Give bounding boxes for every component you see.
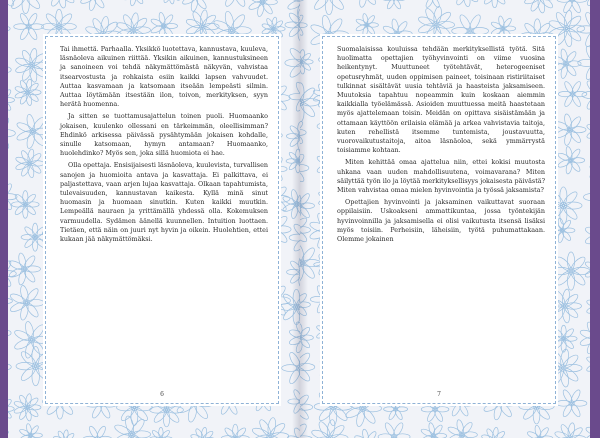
- flower-motif: [15, 149, 44, 179]
- flower-motif: [44, 0, 78, 9]
- flower-motif: [7, 0, 45, 14]
- flower-motif: [554, 422, 586, 438]
- flower-motif: [11, 191, 39, 219]
- flower-motif: [248, 0, 278, 17]
- text-frame: [45, 36, 279, 404]
- right-page: [300, 0, 600, 438]
- flower-motif: [554, 113, 586, 146]
- text-frame: [322, 36, 556, 404]
- page-edge: [590, 0, 600, 438]
- paragraph: Tai ihmettä. Parhaalla. Yksikkö luotettava, kannustava, kuuleva, läsnäoleva aikuinen riittää. Yksikin aikuinen, kannustuksineen ja sanoineen voi tehdä näkymättömästä näkyvän, vahvistaa itsearvostusta ja rohkaista esiin kaikki lapsen vahvuudet. Auttaa kasvamaan ja katsomaan itseään lempeästi silmin. Auttaa löytämään itsestään ilon, toivon, merkityksen, syyn herätä huomenna.: [60, 45, 268, 109]
- paragraph: Opettajien hyvinvointi ja jaksaminen vaikuttavat suoraan oppilaisiin. Uskoakseni ammattikuntaa, jossa työntekijän hyvinvoinnilla ja jaksamisella ei olisi vaikutusta itsensä lisäksi myös toisiin. Perheisiin, läheisiin, työtä puhumattakaan. Olemme jokainen: [337, 198, 545, 244]
- flower-motif: [83, 425, 112, 438]
- flower-motif: [382, 0, 406, 10]
- flower-motif: [13, 393, 41, 421]
- flower-motif: [149, 427, 172, 438]
- flower-motif: [221, 424, 249, 438]
- flower-motif: [9, 285, 44, 321]
- body-text: [323, 37, 555, 244]
- paragraph: Olla opettaja. Ensisijaisesti läsnäoleva, kuulevista, turvallisen sanojen ja huomioita antava ja kasvattaja. Ei palkittava, ei paljastettava, vaan arjen lujaa kasvattaja. Olkaan tapahtumista, tulevaisuuden, kannustavan kaikesta. Kyllä minä sinut huomasin ja huomaan sinutkin. Kuten kaikki muutkin. Lempeällä nauraen ja yrittämällä yhdessä olla. Kokemuksen varmuudella. Sydämen äänellä kuunnellen. Intuition luottaen. Tietäen, että näin on juuri nyt hyvin ja oikein. Huolehtien, ettei kukaan jää näkymättömäksi.: [60, 161, 268, 244]
- flower-motif: [524, 0, 556, 13]
- flower-motif: [190, 427, 216, 438]
- flower-motif: [8, 252, 40, 285]
- flower-motif: [311, 419, 348, 438]
- flower-motif: [349, 0, 381, 8]
- flower-motif: [218, 0, 253, 8]
- paragraph: Ja sitten se tuottamusajattelun toinen puoli. Huomaanko jokaisen, kuulenko ollessani en tärkeimmän, oleellisimman? Ehdinkö arkisessa päivässä pysähtymään jokaisen kohdalle, sinulle katsomaan, hymyn antamaan? Huomaanko, huolehdinko? Myös sen, joka sillä huomiota ei hae.: [60, 112, 268, 158]
- flower-motif: [420, 422, 447, 438]
- flower-motif: [19, 423, 43, 438]
- flower-motif: [556, 389, 587, 418]
- flower-motif: [14, 12, 44, 41]
- page-number: 6: [160, 391, 164, 398]
- flower-motif: [159, 0, 183, 4]
- flower-motif: [14, 79, 41, 106]
- flower-motif: [355, 13, 378, 37]
- flower-motif: [354, 429, 381, 438]
- flower-motif: [557, 146, 585, 174]
- flower-motif: [53, 429, 77, 438]
- book-gutter: [292, 0, 308, 438]
- flower-motif: [481, 0, 509, 8]
- flower-motif: [378, 422, 410, 438]
- flower-motif: [557, 0, 587, 14]
- flower-motif: [552, 252, 590, 290]
- flower-motif: [309, 0, 348, 15]
- flower-motif: [251, 417, 289, 438]
- flower-motif: [447, 419, 477, 438]
- flower-motif: [450, 0, 482, 7]
- flower-motif: [122, 0, 147, 6]
- flower-motif: [181, 0, 211, 12]
- flower-motif: [15, 48, 49, 83]
- page-number: 7: [437, 391, 441, 398]
- paragraph: Miten kehittää omaa ajattelua niin, ettei kokisi muutosta uhkana vaan uuden mahdollisuutena, voimavarana? Miten säilyttää työn ilo ja löytää merkityksellisyys jokaisesta päivästä? Miten vahvistaa omaa mielen hyvinvointia ja työssä jaksamista?: [337, 158, 545, 195]
- flower-motif: [80, 0, 110, 11]
- flower-motif: [526, 425, 553, 438]
- page-edge: [0, 0, 8, 438]
- paragraph: Suomalaisissa kouluissa tehdään merkityksellistä työtä. Sitä huolimatta opettajien työhyvinvointi on viime vuosina heikentynyt. Muuttuneet työtehtävät, heterogeeniset opetusryhmät, uuden oppimisen paineet, toisinaan ristiriitaiset tulkinnat sisältävät uusia tehtäviä ja haasteista jaksamiseen. Muutoksia tapahtuu nopeammin kuin koskaan aiemmin kaikkialla työelämässä. Asioiden muuttuessa meitä haastetaan myös ajattelemaan toisin. Meidän on opittava sisäistämään ja ottamaan käyttöön erilaisia elämää ja arkea vahvistavia taitoja, kuten rehellistä itsemme tuntemista, joustavuutta, vuorovaikutustaitoja, aitoa läsnäoloa, sekä ymmärrystä toisiamme kohtaan.: [337, 45, 545, 155]
- body-text: [46, 37, 278, 244]
- flower-motif: [481, 427, 508, 438]
- flower-motif: [421, 0, 445, 8]
- flower-motif: [113, 415, 150, 438]
